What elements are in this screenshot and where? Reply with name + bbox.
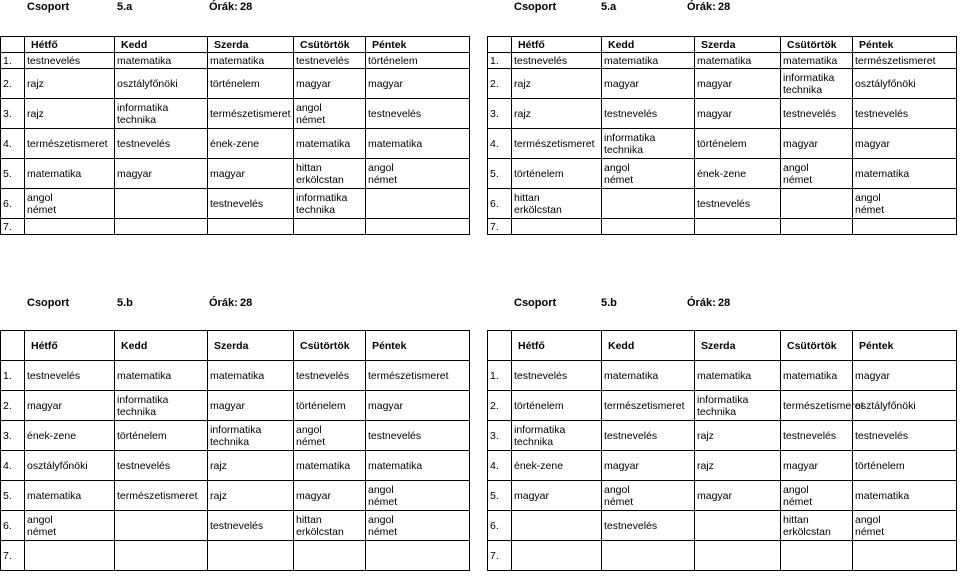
lesson-cell: természetismeret	[366, 361, 470, 391]
lesson-row	[488, 511, 957, 541]
period-number: 1.	[488, 361, 512, 391]
group-value: 5.b	[117, 297, 133, 309]
lesson-cell: magyar	[602, 451, 695, 481]
lesson-cell	[25, 541, 115, 571]
lesson-cell: testnevelés	[695, 189, 781, 219]
timetable	[0, 330, 470, 571]
lesson-cell	[695, 219, 781, 235]
lesson-cell: magyar	[294, 481, 366, 511]
lesson-cell: osztályfőnöki	[115, 69, 208, 99]
day-header: Csütörtök	[294, 37, 366, 53]
group-label: Csoport	[514, 297, 557, 309]
schedule-header	[0, 296, 469, 312]
lesson-cell: magyar	[602, 69, 695, 99]
lesson-row	[488, 219, 957, 235]
lesson-cell	[208, 219, 294, 235]
day-header: Csütörtök	[294, 331, 366, 361]
lesson-cell: angol német	[294, 421, 366, 451]
day-header: Hétfő	[512, 331, 602, 361]
lesson-cell: testnevelés	[25, 361, 115, 391]
lesson-cell: matematika	[366, 451, 470, 481]
lesson-cell	[366, 189, 470, 219]
lesson-cell: testnevelés	[366, 99, 470, 129]
lesson-cell	[366, 219, 470, 235]
lesson-cell: informatika technika	[512, 421, 602, 451]
lesson-cell	[853, 541, 957, 571]
period-number: 5.	[488, 481, 512, 511]
lesson-row	[1, 421, 470, 451]
lesson-cell: magyar	[695, 481, 781, 511]
lesson-cell: matematika	[25, 481, 115, 511]
lesson-cell: történelem	[512, 391, 602, 421]
lesson-row	[1, 129, 470, 159]
lesson-cell: történelem	[115, 421, 208, 451]
lesson-cell: informatika technika	[115, 391, 208, 421]
lesson-cell: testnevelés	[366, 421, 470, 451]
lesson-row	[1, 189, 470, 219]
lesson-cell: informatika technika	[602, 129, 695, 159]
corner-cell	[488, 331, 512, 361]
lesson-cell: matematika	[853, 159, 957, 189]
lesson-cell	[512, 541, 602, 571]
lesson-cell: rajz	[695, 421, 781, 451]
lesson-cell: ének-zene	[512, 451, 602, 481]
lesson-row	[1, 69, 470, 99]
lesson-cell: osztályfőnöki	[853, 391, 957, 421]
lesson-row	[1, 99, 470, 129]
lesson-cell: informatika technika	[208, 421, 294, 451]
lesson-row	[1, 391, 470, 421]
period-number: 4.	[1, 451, 25, 481]
lesson-cell: rajz	[512, 99, 602, 129]
day-header: Kedd	[602, 331, 695, 361]
lesson-cell: matematika	[695, 361, 781, 391]
lesson-cell	[294, 219, 366, 235]
lesson-row	[488, 53, 957, 69]
day-header: Péntek	[853, 331, 957, 361]
period-number: 3.	[1, 421, 25, 451]
lesson-cell: matematika	[695, 53, 781, 69]
lesson-cell: ének-zene	[208, 129, 294, 159]
period-number: 2.	[488, 391, 512, 421]
lesson-cell: rajz	[695, 451, 781, 481]
hours-value: 28	[240, 1, 253, 13]
lesson-cell: testnevelés	[294, 361, 366, 391]
group-value: 5.a	[117, 1, 133, 13]
timetable	[487, 330, 957, 571]
lesson-cell: informatika technika	[695, 391, 781, 421]
lesson-cell: testnevelés	[115, 451, 208, 481]
lesson-row	[1, 511, 470, 541]
lesson-cell: testnevelés	[512, 361, 602, 391]
lesson-cell: matematika	[294, 451, 366, 481]
group-label: Csoport	[514, 1, 557, 13]
lesson-cell	[602, 219, 695, 235]
lesson-cell: testnevelés	[602, 511, 695, 541]
lesson-cell: matematika	[781, 361, 853, 391]
lesson-row	[488, 189, 957, 219]
lesson-cell: matematika	[115, 53, 208, 69]
period-number: 3.	[1, 99, 25, 129]
lesson-cell: informatika technika	[294, 189, 366, 219]
lesson-cell: matematika	[781, 53, 853, 69]
day-header: Szerda	[208, 37, 294, 53]
day-header-row	[488, 37, 957, 53]
day-header-row	[1, 37, 470, 53]
lesson-row	[488, 159, 957, 189]
lesson-cell: testnevelés	[602, 99, 695, 129]
lesson-cell: történelem	[512, 159, 602, 189]
lesson-cell: rajz	[208, 481, 294, 511]
lesson-cell: magyar	[512, 481, 602, 511]
period-number: 7.	[488, 541, 512, 571]
period-number: 3.	[488, 99, 512, 129]
day-header: Szerda	[695, 331, 781, 361]
lesson-row	[488, 129, 957, 159]
lesson-cell	[602, 189, 695, 219]
timetable	[0, 36, 470, 235]
lesson-cell: angol német	[25, 189, 115, 219]
lesson-cell: matematika	[208, 361, 294, 391]
schedule-header	[487, 0, 956, 16]
lesson-cell: természetismeret	[25, 129, 115, 159]
lesson-cell: magyar	[294, 69, 366, 99]
lesson-row	[1, 481, 470, 511]
lesson-cell	[208, 541, 294, 571]
timetable	[487, 36, 957, 235]
lesson-cell: angol német	[366, 481, 470, 511]
lesson-cell: angol német	[853, 189, 957, 219]
lesson-cell: hittan erkölcstan	[294, 511, 366, 541]
lesson-cell: történelem	[695, 129, 781, 159]
lesson-cell	[695, 511, 781, 541]
lesson-cell: történelem	[294, 391, 366, 421]
day-header-row	[1, 331, 470, 361]
schedule-header	[0, 0, 469, 16]
lesson-cell: ének-zene	[25, 421, 115, 451]
lesson-cell: informatika technika	[781, 69, 853, 99]
lesson-cell: magyar	[781, 451, 853, 481]
lesson-cell: matematika	[853, 481, 957, 511]
corner-cell	[488, 37, 512, 53]
period-number: 3.	[488, 421, 512, 451]
corner-cell	[1, 331, 25, 361]
lesson-row	[488, 451, 957, 481]
lesson-cell: testnevelés	[294, 53, 366, 69]
lesson-cell	[115, 541, 208, 571]
lesson-cell: angol német	[781, 159, 853, 189]
lesson-cell: hittan erkölcstan	[781, 511, 853, 541]
period-number: 1.	[1, 53, 25, 69]
period-number: 6.	[1, 189, 25, 219]
day-header: Hétfő	[512, 37, 602, 53]
lesson-cell: testnevelés	[853, 99, 957, 129]
lesson-cell	[695, 541, 781, 571]
lesson-cell	[781, 541, 853, 571]
day-header: Péntek	[853, 37, 957, 53]
lesson-cell	[115, 219, 208, 235]
lesson-row	[1, 361, 470, 391]
lesson-cell: matematika	[208, 53, 294, 69]
lesson-cell: testnevelés	[115, 129, 208, 159]
lesson-cell: természetismeret	[853, 53, 957, 69]
period-number: 6.	[488, 511, 512, 541]
lesson-cell	[512, 219, 602, 235]
lesson-cell: magyar	[853, 129, 957, 159]
period-number: 5.	[1, 159, 25, 189]
lesson-cell	[781, 189, 853, 219]
period-number: 5.	[1, 481, 25, 511]
hours-label: Órák:	[209, 297, 238, 309]
lesson-row	[1, 541, 470, 571]
lesson-cell: matematika	[602, 53, 695, 69]
lesson-cell: hittan erkölcstan	[294, 159, 366, 189]
lesson-cell	[853, 219, 957, 235]
day-header: Kedd	[115, 37, 208, 53]
period-number: 7.	[1, 219, 25, 235]
lesson-cell: testnevelés	[208, 189, 294, 219]
group-label: Csoport	[27, 297, 70, 309]
lesson-cell: magyar	[25, 391, 115, 421]
period-number: 7.	[488, 219, 512, 235]
day-header-row	[488, 331, 957, 361]
lesson-cell: természetismeret	[602, 391, 695, 421]
lesson-cell: rajz	[25, 99, 115, 129]
lesson-cell: történelem	[853, 451, 957, 481]
lesson-cell: matematika	[25, 159, 115, 189]
day-header: Szerda	[695, 37, 781, 53]
lesson-cell: magyar	[115, 159, 208, 189]
hours-label: Órák:	[687, 1, 716, 13]
lesson-cell: magyar	[366, 391, 470, 421]
lesson-cell: magyar	[208, 159, 294, 189]
group-value: 5.b	[601, 297, 617, 309]
lesson-cell: magyar	[695, 99, 781, 129]
lesson-cell: matematika	[366, 129, 470, 159]
lesson-row	[488, 69, 957, 99]
lesson-cell	[115, 511, 208, 541]
lesson-cell: történelem	[208, 69, 294, 99]
lesson-cell: angol német	[781, 481, 853, 511]
period-number: 1.	[1, 361, 25, 391]
schedule-header	[487, 296, 956, 312]
corner-cell	[1, 37, 25, 53]
lesson-row	[488, 541, 957, 571]
period-number: 2.	[488, 69, 512, 99]
period-number: 5.	[488, 159, 512, 189]
lesson-cell: matematika	[602, 361, 695, 391]
hours-label: Órák:	[687, 297, 716, 309]
lesson-cell: történelem	[366, 53, 470, 69]
hours-value: 28	[718, 297, 731, 309]
period-number: 6.	[488, 189, 512, 219]
lesson-cell: angol német	[602, 159, 695, 189]
day-header: Hétfő	[25, 331, 115, 361]
lesson-cell: angol német	[366, 159, 470, 189]
lesson-row	[488, 391, 957, 421]
day-header: Péntek	[366, 37, 470, 53]
period-number: 2.	[1, 391, 25, 421]
lesson-cell	[602, 541, 695, 571]
lesson-cell: rajz	[25, 69, 115, 99]
lesson-cell: magyar	[208, 391, 294, 421]
lesson-cell: osztályfőnöki	[853, 69, 957, 99]
day-header: Csütörtök	[781, 331, 853, 361]
lesson-row	[488, 99, 957, 129]
lesson-cell	[781, 219, 853, 235]
lesson-cell	[512, 511, 602, 541]
period-number: 6.	[1, 511, 25, 541]
hours-label: Órák:	[209, 1, 238, 13]
period-number: 1.	[488, 53, 512, 69]
day-header: Csütörtök	[781, 37, 853, 53]
lesson-cell: angol német	[25, 511, 115, 541]
lesson-cell: rajz	[208, 451, 294, 481]
lesson-row	[488, 421, 957, 451]
lesson-cell: hittan erkölcstan	[512, 189, 602, 219]
lesson-cell: természetismeret	[512, 129, 602, 159]
lesson-cell: magyar	[853, 361, 957, 391]
lesson-cell: magyar	[781, 129, 853, 159]
lesson-cell: angol német	[366, 511, 470, 541]
lesson-row	[1, 53, 470, 69]
lesson-cell: magyar	[366, 69, 470, 99]
lesson-cell: természetismeret	[208, 99, 294, 129]
lesson-cell: matematika	[115, 361, 208, 391]
lesson-cell	[115, 189, 208, 219]
lesson-cell: testnevelés	[602, 421, 695, 451]
lesson-cell: osztályfőnöki	[25, 451, 115, 481]
lesson-row	[488, 361, 957, 391]
hours-value: 28	[240, 297, 253, 309]
period-number: 2.	[1, 69, 25, 99]
lesson-cell: angol német	[294, 99, 366, 129]
lesson-cell: magyar	[695, 69, 781, 99]
lesson-cell: testnevelés	[781, 421, 853, 451]
lesson-cell: matematika	[294, 129, 366, 159]
hours-value: 28	[718, 1, 731, 13]
period-number: 4.	[1, 129, 25, 159]
lesson-cell: természetismeret	[781, 391, 853, 421]
lesson-cell	[366, 541, 470, 571]
lesson-cell: testnevelés	[208, 511, 294, 541]
lesson-cell: testnevelés	[25, 53, 115, 69]
lesson-cell: természetismeret	[115, 481, 208, 511]
group-value: 5.a	[601, 1, 617, 13]
day-header: Péntek	[366, 331, 470, 361]
day-header: Kedd	[115, 331, 208, 361]
lesson-row	[1, 159, 470, 189]
lesson-cell: testnevelés	[781, 99, 853, 129]
lesson-cell: testnevelés	[853, 421, 957, 451]
lesson-cell	[294, 541, 366, 571]
lesson-row	[488, 481, 957, 511]
lesson-cell: angol német	[602, 481, 695, 511]
lesson-cell: testnevelés	[512, 53, 602, 69]
lesson-cell: ének-zene	[695, 159, 781, 189]
lesson-row	[1, 451, 470, 481]
lesson-row	[1, 219, 470, 235]
lesson-cell	[25, 219, 115, 235]
group-label: Csoport	[27, 1, 70, 13]
lesson-cell: rajz	[512, 69, 602, 99]
lesson-cell: angol német	[853, 511, 957, 541]
day-header: Hétfő	[25, 37, 115, 53]
period-number: 4.	[488, 451, 512, 481]
day-header: Szerda	[208, 331, 294, 361]
lesson-cell: informatika technika	[115, 99, 208, 129]
period-number: 7.	[1, 541, 25, 571]
day-header: Kedd	[602, 37, 695, 53]
period-number: 4.	[488, 129, 512, 159]
